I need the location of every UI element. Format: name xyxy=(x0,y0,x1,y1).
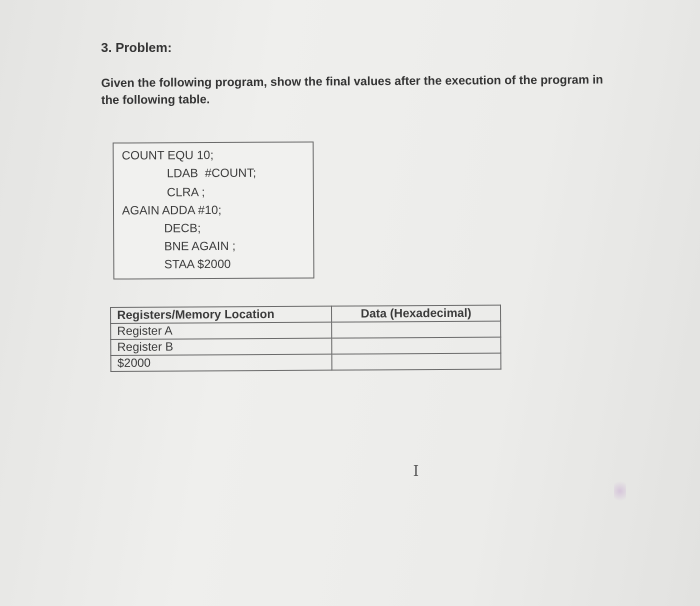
intro-line-2: the following table. xyxy=(101,92,210,107)
problem-intro xyxy=(101,71,641,109)
problem-heading: 3. Problem: xyxy=(101,40,172,55)
row-value[interactable] xyxy=(332,337,501,354)
row-value[interactable] xyxy=(332,353,501,370)
code-line: CLRA ; xyxy=(166,185,205,200)
results-table xyxy=(110,305,501,372)
code-line: STAA $2000 xyxy=(164,256,231,272)
header-data: Data (Hexadecimal) xyxy=(331,305,500,322)
row-location: $2000 xyxy=(111,354,332,371)
row-location: Register A xyxy=(111,322,332,339)
code-line: DECB; xyxy=(164,221,201,236)
program-code-box xyxy=(113,141,315,279)
row-location: Register B xyxy=(111,338,332,355)
intro-line-1: Given the following program, show the final values after the execution of the program in xyxy=(101,72,604,90)
row-value[interactable] xyxy=(332,321,501,338)
code-line: COUNT EQU 10; xyxy=(121,147,214,163)
header-location: Registers/Memory Location xyxy=(111,306,332,323)
code-line: BNE AGAIN ; xyxy=(164,238,236,254)
code-line: AGAIN ADDA #10; xyxy=(121,202,222,218)
table-row xyxy=(111,353,501,371)
screen-smudge xyxy=(614,478,626,504)
text-cursor-icon: I xyxy=(413,462,419,480)
table-header-row xyxy=(111,305,501,323)
code-line: LDAB #COUNT; xyxy=(166,165,257,181)
